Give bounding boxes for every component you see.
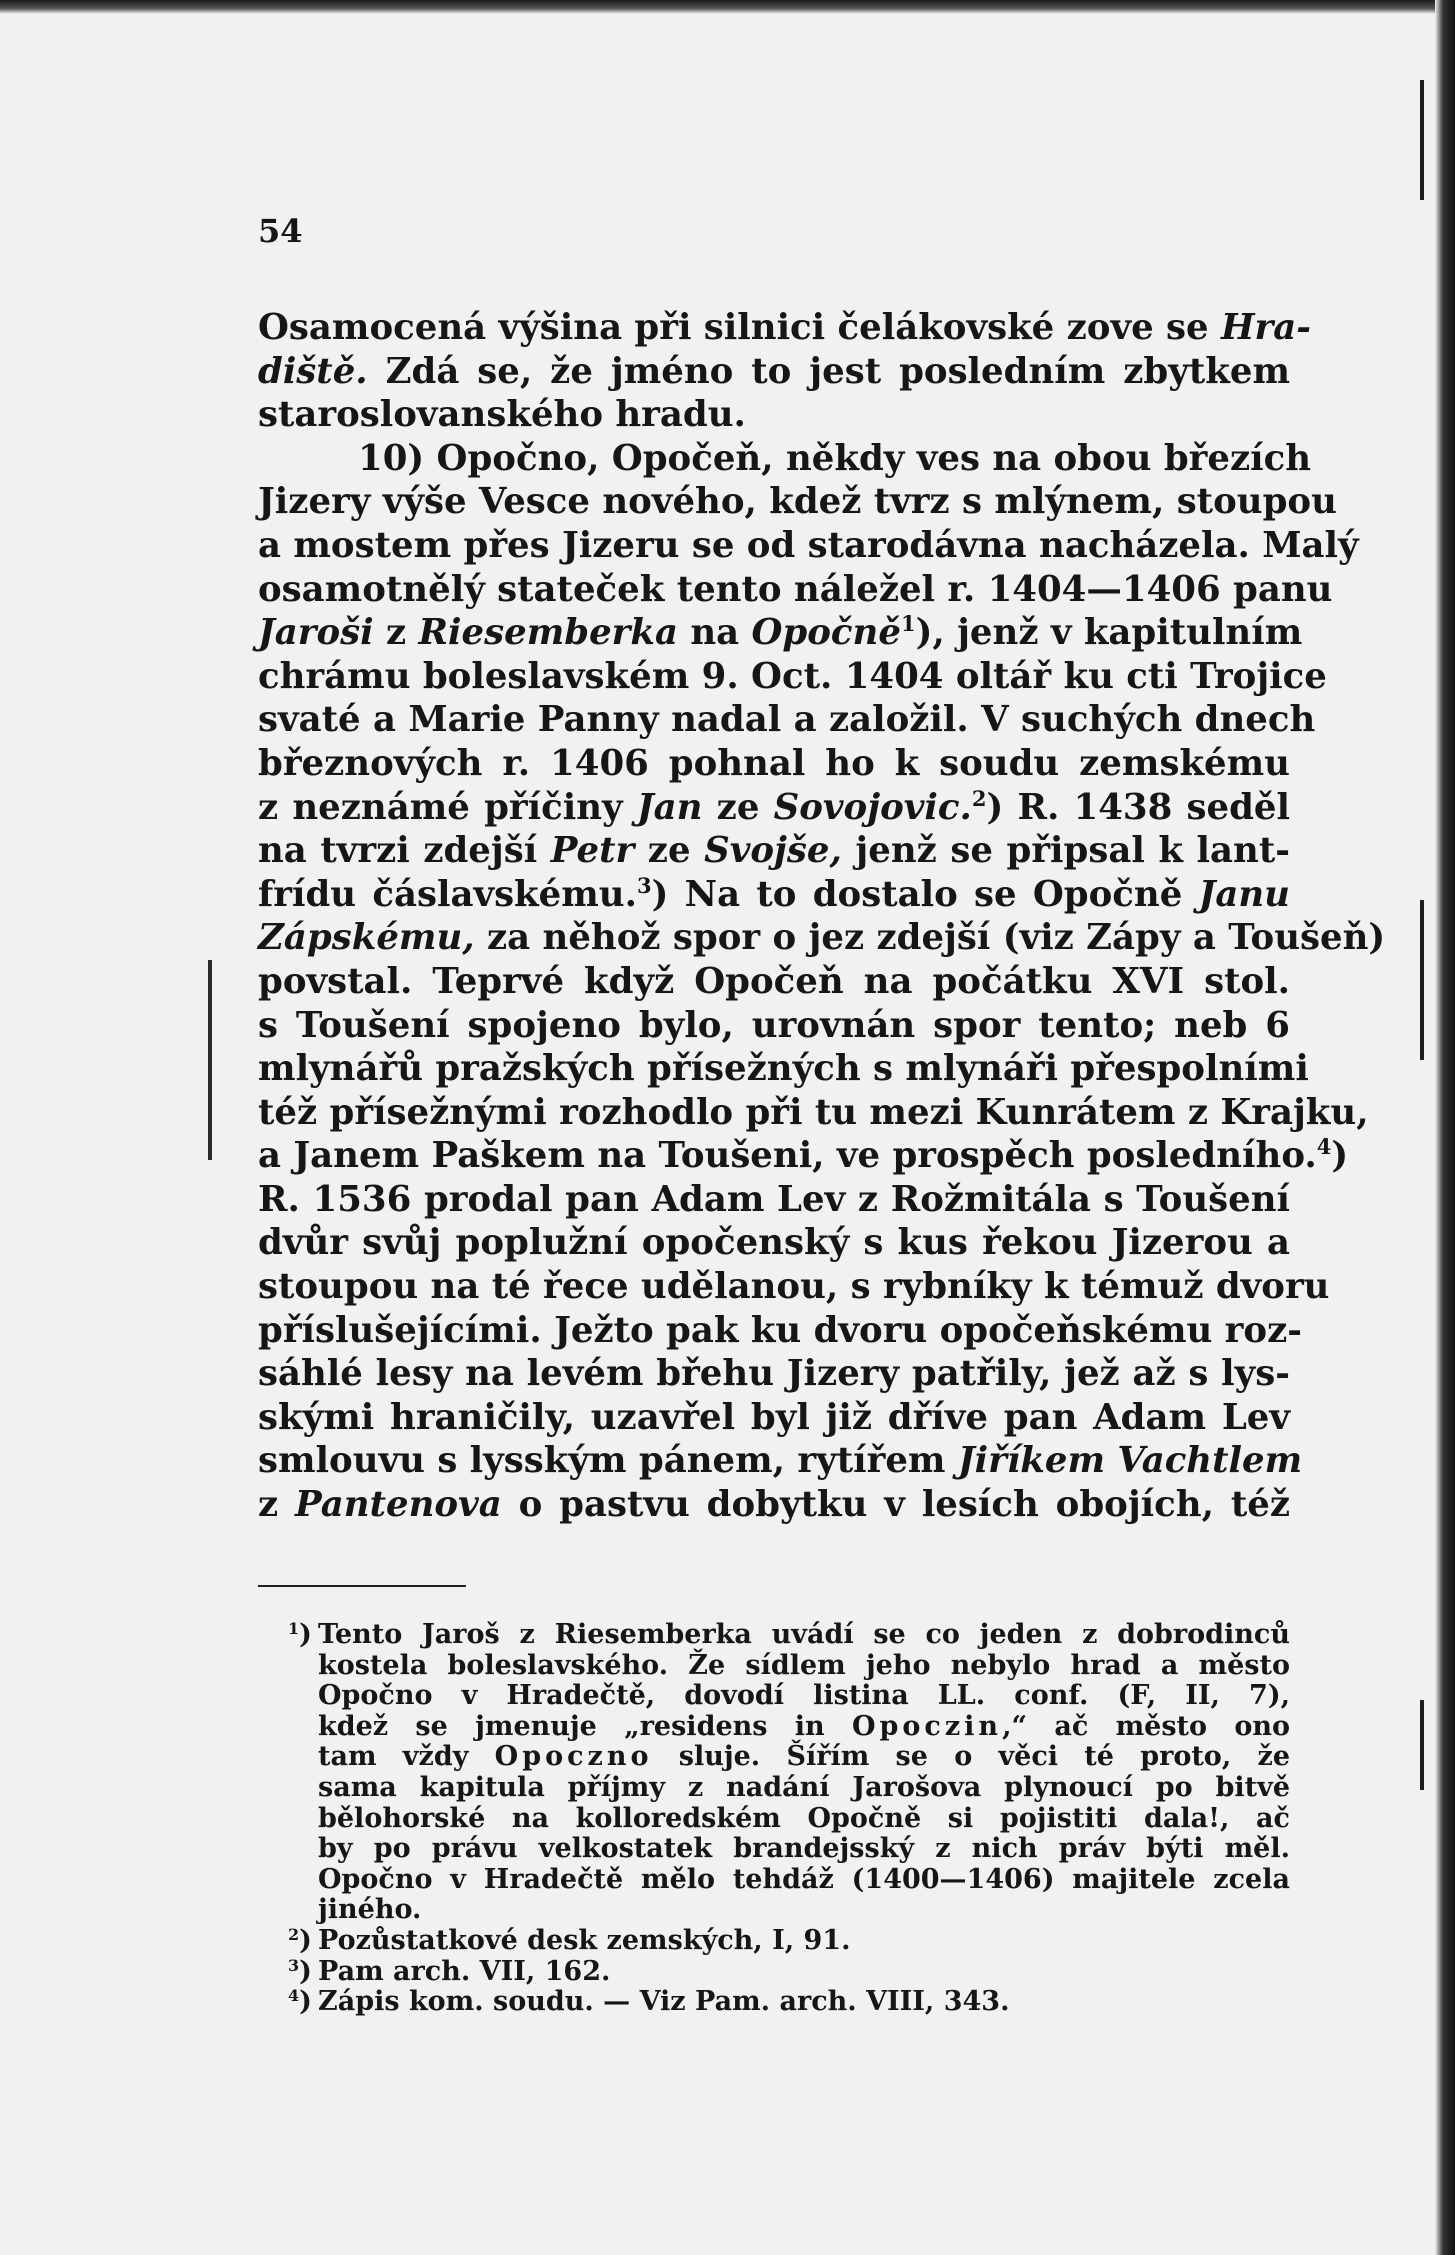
footnote-2 bbox=[288, 1924, 1290, 1957]
footnote-line: Pozůstatkové desk zemských, I, 91. bbox=[318, 1924, 851, 1956]
footnote-line: bělohorské na kolloredském Opočně si pojistiti dala!, ač bbox=[318, 1802, 1290, 1834]
text-line: chrámu boleslavském 9. Oct. 1404 oltář ku cti Trojice bbox=[258, 655, 1327, 697]
footnote-line: kostela boleslavského. Že sídlem jeho nebylo hrad a město bbox=[318, 1649, 1290, 1681]
text-line: smlouvu s lysským pánem, rytířem Jiříkem Vachtlem bbox=[258, 1440, 1303, 1482]
text-run: Zdá se, že jméno to jest posledním zbytkem bbox=[385, 350, 1291, 392]
text-line: osamotnělý stateček tento náležel r. 1404—1406 panu bbox=[258, 568, 1333, 610]
footnote-ref: 3 bbox=[636, 872, 652, 898]
text-run: Opočně bbox=[751, 612, 901, 654]
footnote-mark: $^1$) bbox=[288, 1619, 312, 1650]
footnote-3 bbox=[288, 1955, 1290, 1988]
text-line: sáhlé lesy na levém břehu Jizery patřily, jež až s lys- bbox=[258, 1353, 1290, 1395]
footnote-line: kdež se jmenuje „residens in Opoczin,“ ač město ono bbox=[318, 1710, 1290, 1742]
text-run: Jiříkem Vachtlem bbox=[957, 1440, 1303, 1482]
text-line: též přísežnými rozhodlo při tu mezi Kunrátem z Krajku, bbox=[258, 1091, 1369, 1133]
footnote-ref: 4 bbox=[1316, 1134, 1332, 1160]
footnote-mark: $^2$) bbox=[288, 1924, 312, 1956]
text-line: Jizery výše Vesce nového, kdež tvrz s mlýnem, stoupou bbox=[258, 481, 1337, 523]
text-run: Janu bbox=[1198, 873, 1290, 915]
main-text bbox=[258, 306, 1386, 1527]
footnote-line: sama kapitula příjmy z nadání Jarošova plynoucí po bitvě bbox=[318, 1771, 1290, 1803]
footnote-line: Pam arch. VII, 162. bbox=[318, 1955, 611, 1987]
text-run: Opoczno bbox=[494, 1741, 653, 1773]
text-run: Jaroši bbox=[258, 612, 374, 654]
text-line: staroslovanského hradu. bbox=[258, 394, 746, 436]
footnote-1 bbox=[288, 1619, 1290, 1926]
text-line: Zápskému, za něhož spor o jez zdejší (viz Zápy a Toušeň) bbox=[258, 917, 1386, 959]
text-run: Zápskému, bbox=[258, 917, 475, 959]
text-line: dvůr svůj poplužní opočenský s kus řekou Jizerou a bbox=[258, 1222, 1290, 1264]
text-line: březnových r. 1406 pohnal ho k soudu zemskému bbox=[258, 742, 1290, 784]
edge-mark bbox=[1420, 900, 1424, 1060]
text-line: stoupou na té řece udělanou, s rybníky k témuž dvoru bbox=[258, 1266, 1330, 1308]
text-run: Pantenova bbox=[295, 1484, 502, 1526]
text-run: Sovojovic. bbox=[773, 786, 972, 828]
footnote-ref: 2 bbox=[971, 785, 987, 811]
footnote-line: Opočno v Hradečtě, dovodí listina LL. conf. (F, II, 7), bbox=[318, 1680, 1290, 1712]
text-line: s Toušení spojeno bylo, urovnán spor tento; neb 6 bbox=[258, 1004, 1290, 1046]
footnote-mark: $^3$) bbox=[288, 1955, 312, 1987]
footnote-4 bbox=[288, 1986, 1290, 2018]
text-line bbox=[258, 306, 1311, 350]
text-line bbox=[258, 350, 1290, 394]
text-line: frídu čáslavskému.$^3$) Na to dostalo se Opočně Janu bbox=[258, 872, 1290, 915]
footnote-line: tam vždy Opoczno sluje. Šířím se o věci té proto, že bbox=[318, 1741, 1290, 1773]
page-number: 54 bbox=[258, 212, 303, 250]
text-line: R. 1536 prodal pan Adam Lev z Rožmitála s Toušení bbox=[258, 1178, 1290, 1220]
text-run: Osamocená výšina při silnici čelákovské zove se bbox=[258, 307, 1209, 348]
text-line: a Janem Paškem na Toušeni, ve prospěch posledního.$^4$) bbox=[258, 1134, 1349, 1177]
footnote-line: by po právu velkostatek brandejsský z nich práv býti měl. bbox=[318, 1833, 1290, 1865]
edge-mark bbox=[1420, 1700, 1424, 1790]
footnote-line: Opočno v Hradečtě mělo tehdáž (1400—1406) majitele zcela bbox=[318, 1863, 1290, 1895]
text-line: skými hraničily, uzavřel byl již dříve pan Adam Lev bbox=[258, 1396, 1290, 1438]
margin-mark bbox=[208, 960, 212, 1160]
text-line: povstal. Teprvé když Opočeň na počátku XVI stol. bbox=[258, 960, 1290, 1002]
footnote-line: jiného. bbox=[318, 1894, 422, 1926]
text-line: příslušejícími. Ježto pak ku dvoru opočeňskému roz- bbox=[258, 1309, 1302, 1351]
page-right-edge bbox=[1435, 0, 1455, 2255]
footnote-mark: $^4$) bbox=[288, 1986, 312, 2018]
footnote-rule bbox=[258, 1585, 466, 1587]
footnotes bbox=[288, 1619, 1290, 2018]
text-line: 10) Opočno, Opočeň, někdy ves na obou březích bbox=[358, 437, 1312, 479]
page-top-edge bbox=[0, 0, 1455, 14]
text-line: na tvrzi zdejší Petr ze Svojše, jenž se připsal k lant- bbox=[258, 830, 1290, 872]
text-line: mlynářů pražských přísežných s mlynáři přespolními bbox=[258, 1048, 1309, 1090]
text-line: svaté a Marie Panny nadal a založil. V suchých dnech bbox=[258, 699, 1316, 741]
text-run: Petr bbox=[550, 830, 635, 872]
text-line: z neznámé příčiny Jan ze Sovojovic.$^2$) R. 1438 seděl bbox=[258, 785, 1290, 828]
text-line: a mostem přes Jizeru se od starodávna nacházela. Malý bbox=[258, 524, 1359, 566]
text-run: Opoczin bbox=[852, 1710, 1003, 1742]
text-line: z Pantenova o pastvu dobytku v lesích obojích, též bbox=[258, 1484, 1290, 1526]
text-run: Jan bbox=[636, 786, 703, 828]
text-run: diště. bbox=[258, 350, 368, 392]
text-run: Svojše, bbox=[704, 830, 842, 872]
footnote-line: Tento Jaroš z Riesemberka uvádí se co jeden z dobrodinců bbox=[318, 1619, 1290, 1650]
edge-mark bbox=[1420, 80, 1424, 200]
text-line: Jaroši z Riesemberka na Opočně$^1$), jenž v kapitulním bbox=[258, 611, 1303, 654]
footnote-line: Zápis kom. soudu. — Viz Pam. arch. VIII, 343. bbox=[318, 1986, 1010, 2018]
text-run: Riesemberka bbox=[418, 612, 678, 654]
footnote-ref: 1 bbox=[900, 611, 916, 637]
text-run: Hra- bbox=[1220, 307, 1311, 348]
